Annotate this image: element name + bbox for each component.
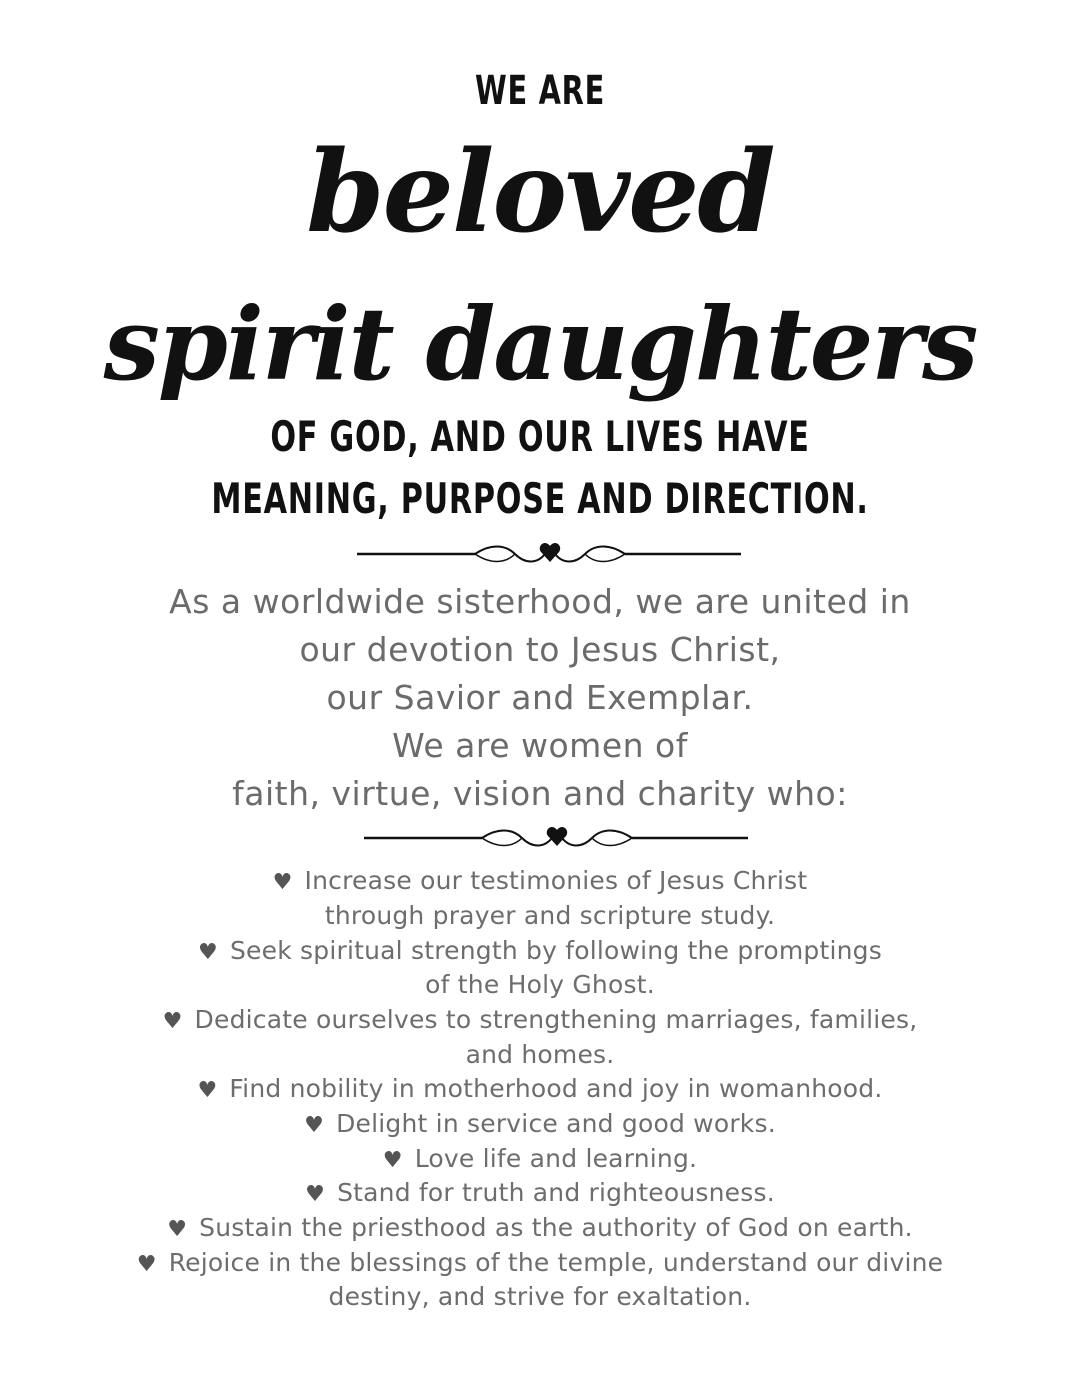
- heart-flourish-divider-icon: [355, 536, 745, 572]
- heading-spirit-daughters: spirit daughters: [103, 285, 977, 403]
- bullet-continuation: of the Holy Ghost.: [425, 970, 655, 999]
- bullet-item: [0, 936, 1080, 965]
- heart-bullet-icon: ♥: [382, 1148, 403, 1173]
- heading-line-1: OF GOD, AND OUR LIVES HAVE: [270, 412, 810, 461]
- heart-bullet-icon: ♥: [304, 1113, 325, 1138]
- bullet-continuation: and homes.: [465, 1040, 615, 1069]
- bullet-item: [0, 1248, 1080, 1277]
- heading-we-are: WE ARE: [475, 68, 605, 114]
- bullet-text: Increase our testimonies of Jesus Christ: [304, 866, 808, 895]
- bullet-item: [0, 1178, 1080, 1207]
- heart-bullet-icon: ♥: [136, 1252, 157, 1277]
- paragraph-line-2: our devotion to Jesus Christ,: [299, 630, 781, 669]
- bullet-item: [0, 1144, 1080, 1173]
- bullet-text: Delight in service and good works.: [336, 1109, 776, 1138]
- bullet-text: Love life and learning.: [414, 1144, 698, 1173]
- bullet-item: [0, 1005, 1080, 1034]
- bullet-text: Stand for truth and righteousness.: [337, 1178, 775, 1207]
- bullet-item: [0, 1213, 1080, 1242]
- bullet-item: [0, 1109, 1080, 1138]
- bullet-text: Seek spiritual strength by following the promptings: [229, 936, 882, 965]
- bullet-text: Dedicate ourselves to strengthening marriages, families,: [194, 1005, 918, 1034]
- bullet-text: Find nobility in motherhood and joy in womanhood.: [229, 1074, 883, 1103]
- bullet-continuation: through prayer and scripture study.: [324, 901, 776, 930]
- heart-bullet-icon: ♥: [198, 940, 218, 965]
- bullet-text: Sustain the priesthood as the authority of God on earth.: [199, 1213, 913, 1242]
- heart-bullet-icon: ♥: [305, 1182, 326, 1207]
- heading-line-2: MEANING, PURPOSE AND DIRECTION.: [211, 474, 869, 523]
- paragraph-line-3: our Savior and Exemplar.: [326, 678, 754, 717]
- heart-bullet-icon: ♥: [272, 870, 293, 895]
- paragraph-line-1: As a worldwide sisterhood, we are united in: [169, 582, 911, 621]
- heart-flourish-divider-icon: [362, 820, 752, 856]
- paragraph-line-4: We are women of: [392, 726, 688, 765]
- bullet-continuation: destiny, and strive for exaltation.: [328, 1282, 752, 1311]
- heart-bullet-icon: ♥: [167, 1217, 188, 1242]
- paragraph-line-5: faith, virtue, vision and charity who:: [232, 774, 848, 813]
- heading-beloved: beloved: [306, 127, 774, 258]
- bullet-item: [0, 1074, 1080, 1103]
- heart-bullet-icon: ♥: [162, 1009, 183, 1034]
- bullet-text: Rejoice in the blessings of the temple, understand our divine: [168, 1248, 944, 1277]
- heart-bullet-icon: ♥: [197, 1078, 218, 1103]
- bullet-item: [0, 866, 1080, 895]
